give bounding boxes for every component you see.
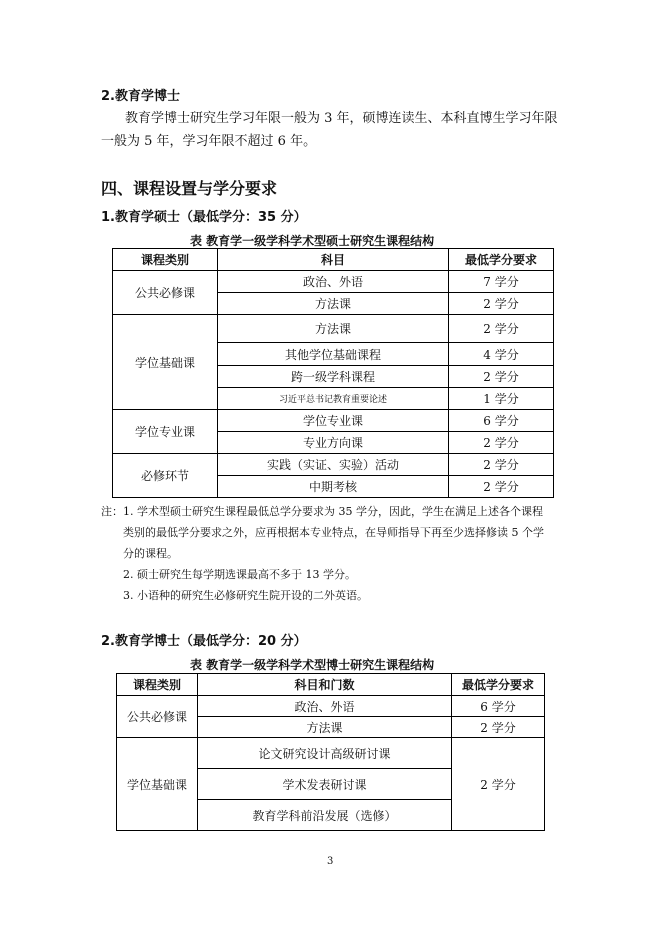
table-row [113,410,554,432]
subject-cell: 政治、外语 [198,696,452,717]
credit-cell: 2 学分 [449,476,554,498]
table-header-row [113,249,554,271]
note-line: 1. 学术型硕士研究生课程最低总学分要求为 35 学分，因此，学生在满足上述各个课程 [123,505,543,518]
table-row [117,738,545,769]
subject-cell: 习近平总书记教育重要论述 [218,388,449,410]
group-public: 公共必修课 [113,271,218,315]
group-public: 公共必修课 [117,696,198,738]
credit-cell: 6 学分 [452,696,545,717]
credit-cell: 2 学分 [449,432,554,454]
masters-table-caption: 表 教育学一级学科学术型硕士研究生课程结构 [190,234,435,248]
credit-cell: 1 学分 [449,388,554,410]
section-heading-doctor-duration: 2.教育学博士 [101,89,180,104]
header-credit: 最低学分要求 [452,674,545,696]
masters-course-table [112,248,554,498]
subject-cell: 方法课 [218,315,449,343]
doctoral-table-caption: 表 教育学一级学科学术型博士研究生课程结构 [190,658,435,672]
header-credit: 最低学分要求 [449,249,554,271]
masters-heading: 1.教育学硕士（最低学分：35 分） [101,210,307,225]
doctoral-course-table [116,673,545,831]
subject-cell: 方法课 [218,293,449,315]
table-header-row [117,674,545,696]
subject-cell: 教育学科前沿发展（选修） [198,800,452,831]
paragraph-line: 教育学博士研究生学习年限一般为 3 年，硕博连读生、本科直博生学习年限 [125,111,558,126]
credit-cell: 2 学分 [449,454,554,476]
credit-cell: 6 学分 [449,410,554,432]
header-category: 课程类别 [117,674,198,696]
group-required: 必修环节 [113,454,218,498]
subject-cell: 学位专业课 [218,410,449,432]
header-subject: 科目和门数 [198,674,452,696]
credit-cell: 2 学分 [452,738,545,831]
subject-cell: 实践（实证、实验）活动 [218,454,449,476]
doctoral-heading: 2.教育学博士（最低学分：20 分） [101,634,307,649]
header-subject: 科目 [218,249,449,271]
group-basic: 学位基础课 [113,315,218,410]
note-line: 类别的最低学分要求之外，应再根据本专业特点，在导师指导下再至少选择修读 5 个学 [123,526,544,539]
table-row [113,315,554,343]
note-line: 2. 硕士研究生每学期选课最高不多于 13 学分。 [123,568,356,581]
table-row [117,696,545,717]
subject-cell: 中期考核 [218,476,449,498]
group-major: 学位专业课 [113,410,218,454]
subject-cell: 方法课 [198,717,452,738]
subject-cell: 跨一级学科课程 [218,366,449,388]
note-line: 分的课程。 [123,547,178,560]
subject-cell: 政治、外语 [218,271,449,293]
notes-label: 注： [101,505,123,518]
credit-cell: 7 学分 [449,271,554,293]
table-row [113,271,554,293]
subject-cell: 学术发表研讨课 [198,769,452,800]
header-category: 课程类别 [113,249,218,271]
note-line: 3. 小语种的研究生必修研究生院开设的二外英语。 [123,589,368,602]
section-title: 四、课程设置与学分要求 [101,179,278,198]
subject-cell: 论文研究设计高级研讨课 [198,738,452,769]
group-basic: 学位基础课 [117,738,198,831]
subject-cell: 专业方向课 [218,432,449,454]
credit-cell: 2 学分 [449,366,554,388]
table-row [113,454,554,476]
paragraph-line: 一般为 5 年，学习年限不超过 6 年。 [101,134,317,149]
subject-cell: 其他学位基础课程 [218,343,449,366]
credit-cell: 2 学分 [449,315,554,343]
credit-cell: 2 学分 [449,293,554,315]
credit-cell: 2 学分 [452,717,545,738]
credit-cell: 4 学分 [449,343,554,366]
page-number: 3 [327,856,334,867]
